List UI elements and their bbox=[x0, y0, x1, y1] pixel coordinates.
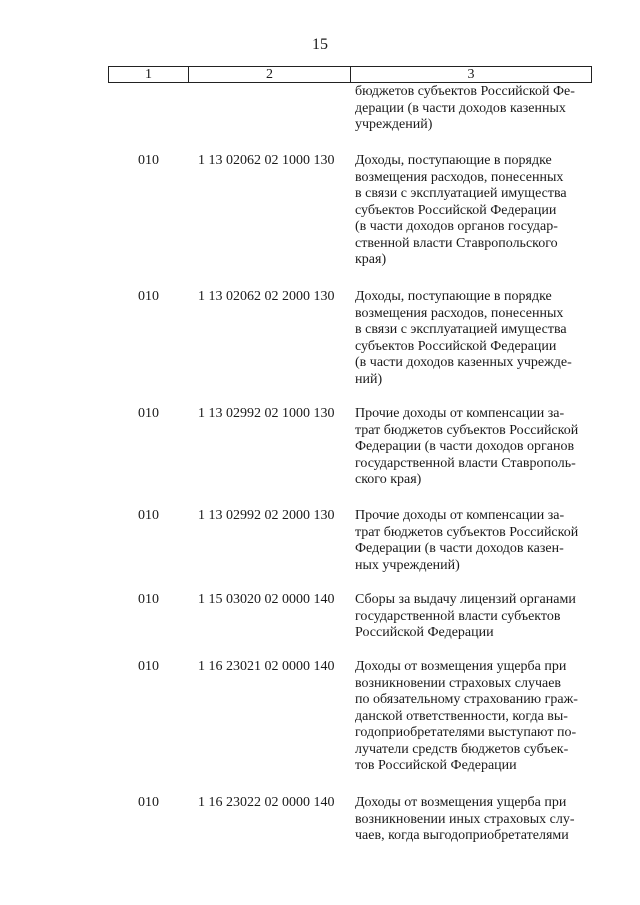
admin-code: 010 bbox=[138, 659, 159, 674]
budget-code: 1 13 02992 02 1000 130 bbox=[198, 406, 335, 421]
budget-code: 1 15 03020 02 0000 140 bbox=[198, 592, 335, 607]
admin-code: 010 bbox=[138, 795, 159, 810]
header-col-1: 1 bbox=[109, 67, 189, 82]
admin-code: 010 bbox=[138, 153, 159, 168]
budget-code: 1 16 23022 02 0000 140 bbox=[198, 795, 335, 810]
income-name: Прочие доходы от компенсации за- трат бюджетов субъектов Российской Федерации (в части доходов казен- ных учреждений) bbox=[355, 508, 579, 573]
header-col-2: 2 bbox=[189, 67, 351, 82]
page-number: 15 bbox=[312, 36, 328, 53]
admin-code: 010 bbox=[138, 508, 159, 523]
admin-code: 010 bbox=[138, 592, 159, 607]
income-name: Доходы, поступающие в порядке возмещения расходов, понесенных в связи с эксплуатацией имущества субъектов Российской Федерации (в части доходов органов государ- ственной власти Ставропольского края) bbox=[355, 153, 567, 267]
admin-code: 010 bbox=[138, 406, 159, 421]
table-header bbox=[108, 66, 592, 83]
income-name: Доходы от возмещения ущерба при возникновении страховых случаев по обязательному страхованию граж- данской ответственности, когда вы- годоприобретателями выступают по- лучатели средств бюджетов субъек- тов Российской Федерации bbox=[355, 659, 578, 773]
budget-code: 1 13 02992 02 2000 130 bbox=[198, 508, 335, 523]
budget-code: 1 16 23021 02 0000 140 bbox=[198, 659, 335, 674]
income-name: Сборы за выдачу лицензий органами государственной власти субъектов Российской Федерации bbox=[355, 592, 576, 640]
header-col-3: 3 bbox=[467, 67, 475, 82]
continued-cell-text: бюджетов субъектов Российской Фе- дерации (в части доходов казенных учреждений) bbox=[355, 84, 575, 132]
income-name: Прочие доходы от компенсации за- трат бюджетов субъектов Российской Федерации (в части доходов органов государственной власти Ставрополь- ского края) bbox=[355, 406, 579, 487]
income-name: Доходы, поступающие в порядке возмещения расходов, понесенных в связи с эксплуатацией имущества субъектов Российской Федерации (в части доходов казенных учрежде- ний) bbox=[355, 289, 572, 387]
income-name: Доходы от возмещения ущерба при возникновении иных страховых слу- чаев, когда выгодоприобретателями bbox=[355, 795, 575, 843]
budget-code: 1 13 02062 02 1000 130 bbox=[198, 153, 335, 168]
admin-code: 010 bbox=[138, 289, 159, 304]
budget-code: 1 13 02062 02 2000 130 bbox=[198, 289, 335, 304]
